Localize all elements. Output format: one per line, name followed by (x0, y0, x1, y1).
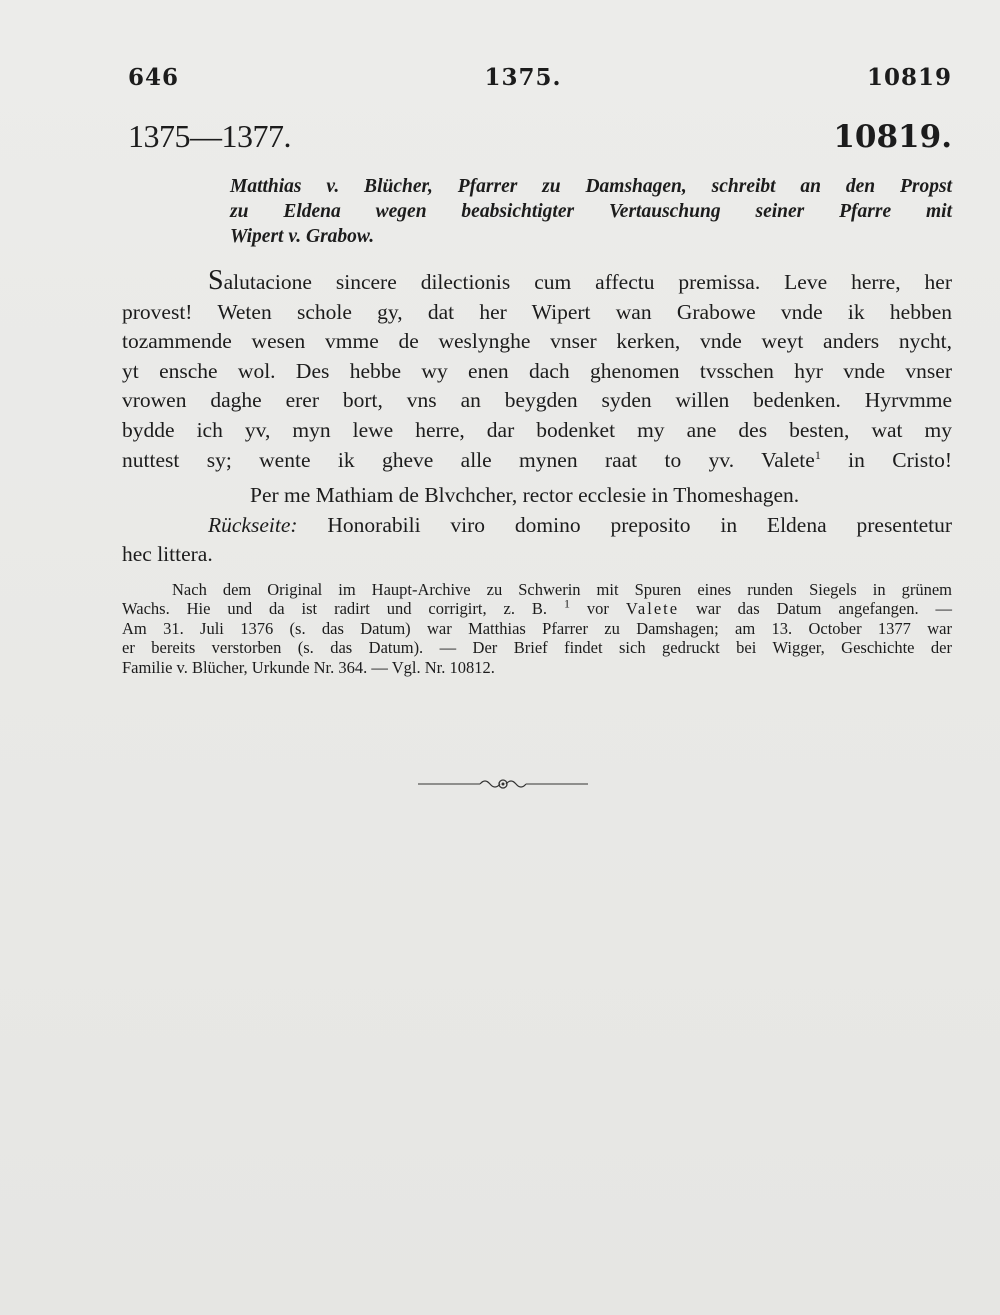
page-number: 646 (128, 64, 180, 91)
body-line: Salutacione sincere dilectionis cum affectu premissa. Leve herre, her (208, 265, 952, 296)
regest-line: Matthias v. Blücher, Pfarrer zu Damshagen, schreibt an den Propst (230, 176, 952, 197)
note-line: Nach dem Original im Haupt-Archive zu Schwerin mit Spuren eines runden Siegels in grünem (172, 580, 952, 599)
footnote-marker: 1 (814, 447, 821, 462)
running-year: 1375. (484, 64, 562, 91)
body-line: provest! Weten schole gy, dat her Wipert wan Grabowe vnde ik hebben (122, 299, 952, 324)
editorial-note (122, 580, 952, 677)
body-line: tozammende wesen vmme de weslynghe vnser kerken, vnde weyt anders nycht, (122, 329, 952, 354)
note-line: Wachs. Hie und da ist radirt und corrigirt, z. B. $^1$ vor Valete war das Datum angefangen. — (122, 596, 952, 619)
reverse-line-2: hec littera. (122, 542, 213, 567)
document-number: 10819. (833, 119, 952, 155)
body-line: nuttest sy; wente ik gheve alle mynen raat to yv. Valete$^1$ in Cristo! (122, 447, 952, 472)
ornament-divider-icon (418, 772, 588, 796)
body-line: vrowen daghe erer bort, vns an beygden syden willen bedenken. Hyrvmme (122, 388, 952, 413)
running-doc-number: 10819 (866, 64, 952, 91)
reverse-line: Rückseite: Honorabili viro domino preposito in Eldena presentetur (208, 512, 952, 537)
body-line: bydde ich yv, myn lewe herre, dar bodenket my ane des besten, wat my (122, 417, 952, 442)
note-spaced-word: Valete (625, 599, 680, 619)
running-head (128, 64, 952, 94)
letter-body (122, 266, 952, 570)
note-line: Familie v. Blücher, Urkunde Nr. 364. — Vgl. Nr. 10812. (122, 657, 495, 677)
regest-line: Wipert v. Grabow. (230, 226, 375, 247)
body-line: yt ensche wol. Des hebbe wy enen dach ghenomen tvsschen hyr vnde vnser (122, 358, 952, 383)
signature-line: Per me Mathiam de Blvchcher, rector ecclesie in Thomeshagen. (250, 483, 800, 508)
reverse-label: Rückseite: (208, 512, 298, 537)
note-line: Am 31. Juli 1376 (s. das Datum) war Matthias Pfarrer zu Damshagen; am 13. October 1377 war (122, 618, 952, 638)
document-date: 1375—1377. (128, 118, 291, 154)
document-heading (128, 118, 952, 155)
initial-letter: S (208, 265, 224, 296)
regest-line: zu Eldena wegen beabsichtigter Vertauschung seiner Pfarre mit (230, 201, 952, 222)
regest-summary (230, 174, 952, 249)
note-marker: 1 (563, 596, 570, 611)
note-line: er bereits verstorben (s. das Datum). — Der Brief findet sich gedruckt bei Wigger, Geschichte der (122, 638, 952, 658)
